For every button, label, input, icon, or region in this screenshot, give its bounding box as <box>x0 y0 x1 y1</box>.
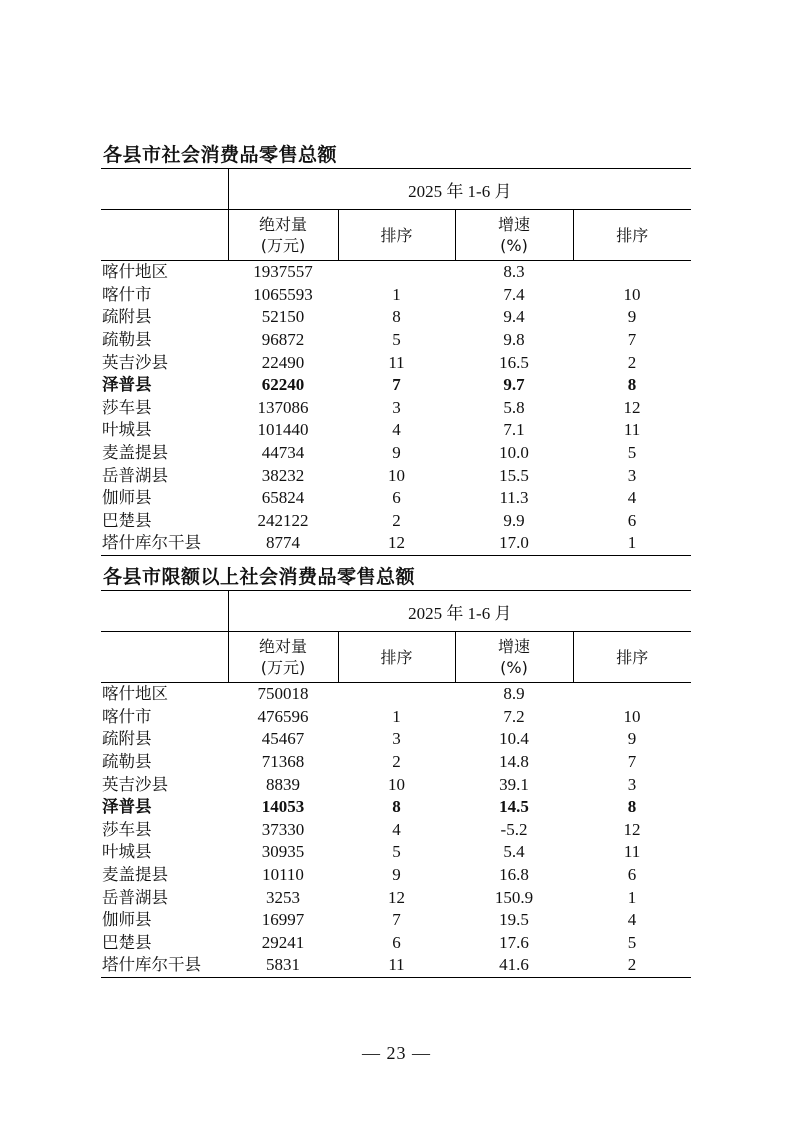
table-row <box>101 261 691 284</box>
table-row <box>101 464 691 487</box>
table-row <box>101 864 691 887</box>
growth-rate: 9.9 <box>503 510 525 530</box>
value-rank: 5 <box>392 842 401 862</box>
corner-cell <box>101 210 228 261</box>
county-name: 泽普县 <box>102 797 152 817</box>
table-row <box>101 932 691 955</box>
growth-rate: 16.5 <box>499 352 529 372</box>
table-row <box>101 886 691 909</box>
absolute-value: 30935 <box>261 842 305 862</box>
value-rank: 5 <box>392 330 401 350</box>
growth-rank: 1 <box>627 887 637 907</box>
growth-rate: 14.5 <box>499 797 529 817</box>
county-name: 泽普县 <box>102 375 152 395</box>
county-name: 岳普湖县 <box>102 887 168 907</box>
table-row <box>101 841 691 864</box>
table-row <box>101 532 691 555</box>
value-rank: 7 <box>392 375 401 395</box>
growth-rate: 7.2 <box>503 706 525 726</box>
value-rank: 4 <box>392 420 401 440</box>
growth-rate: 8.3 <box>503 262 525 282</box>
growth-rate: 41.6 <box>455 954 573 977</box>
period-header: 2025 年 1-6 月 <box>228 169 691 210</box>
table-row <box>101 397 691 420</box>
county-name: 喀什地区 <box>102 262 168 282</box>
growth-rate: 19.5 <box>499 910 529 930</box>
growth-rate: 17.6 <box>499 932 529 952</box>
growth-rate: 9.4 <box>503 307 525 327</box>
growth-rank: 4 <box>627 910 637 930</box>
corner-cell <box>101 632 228 683</box>
growth-rank: 3 <box>627 774 637 794</box>
table-row <box>101 442 691 465</box>
absolute-value: 71368 <box>261 752 305 772</box>
value-rank: 11 <box>338 954 455 977</box>
growth-rank: 5 <box>627 932 637 952</box>
absolute-value: 14053 <box>261 797 305 817</box>
growth-rank: 10 <box>623 706 641 726</box>
table-row <box>101 419 691 442</box>
absolute-value: 45467 <box>261 729 305 749</box>
absolute-value: 101440 <box>257 420 309 440</box>
table-row <box>101 796 691 819</box>
value-rank: 8 <box>392 307 401 327</box>
growth-rate: 5.8 <box>503 397 525 417</box>
rank-header: 排序 <box>338 210 455 261</box>
growth-rank: 7 <box>627 752 637 772</box>
value-rank: 7 <box>392 910 401 930</box>
value-rank: 1 <box>392 706 401 726</box>
county-name: 麦盖提县 <box>102 443 168 463</box>
value-rank: 9 <box>392 443 401 463</box>
county-name: 塔什库尔干县 <box>101 532 228 555</box>
county-name: 疏附县 <box>102 307 152 327</box>
growth-rank: 3 <box>627 465 637 485</box>
table-row <box>101 306 691 329</box>
growth-rank-header: 排序 <box>573 210 691 261</box>
absolute-value: 38232 <box>261 465 305 485</box>
corner-cell <box>101 169 228 210</box>
absolute-value: 750018 <box>257 684 309 704</box>
retail-sales-table <box>101 168 691 556</box>
absolute-header: 绝对量 (万元) <box>228 632 338 683</box>
county-name: 叶城县 <box>102 420 152 440</box>
value-rank: 9 <box>392 865 401 885</box>
corner-cell <box>101 591 228 632</box>
table-row <box>101 728 691 751</box>
absolute-value: 242122 <box>257 510 309 530</box>
page-number: — 23 — <box>362 1043 431 1063</box>
growth-rate: 17.0 <box>455 532 573 555</box>
growth-header: 增速 (%) <box>455 632 573 683</box>
table-row <box>101 706 691 729</box>
county-name: 疏附县 <box>102 729 152 749</box>
value-rank: 10 <box>388 774 405 794</box>
growth-rate: 9.7 <box>503 375 525 395</box>
growth-header: 增速 (%) <box>455 210 573 261</box>
growth-rank: 12 <box>623 397 641 417</box>
absolute-value: 44734 <box>261 443 305 463</box>
absolute-value: 5831 <box>228 954 338 977</box>
growth-rate: 10.4 <box>499 729 529 749</box>
growth-rank: 6 <box>627 510 637 530</box>
county-name: 疏勒县 <box>102 330 152 350</box>
table-row <box>101 510 691 533</box>
county-name: 伽师县 <box>102 910 152 930</box>
absolute-value: 3253 <box>266 887 300 907</box>
value-rank: 12 <box>388 887 405 907</box>
table-1-title: 各县市社会消费品零售总额 <box>103 144 338 166</box>
absolute-value: 476596 <box>257 706 309 726</box>
value-rank: 1 <box>392 284 401 304</box>
growth-rate: 39.1 <box>499 774 529 794</box>
growth-rank <box>573 261 691 284</box>
value-rank: 10 <box>388 465 405 485</box>
growth-rate: 11.3 <box>499 488 529 508</box>
growth-rank: 8 <box>627 797 637 817</box>
value-rank: 3 <box>392 397 401 417</box>
value-rank <box>338 683 455 706</box>
county-name: 莎车县 <box>102 819 152 839</box>
table-row <box>101 487 691 510</box>
above-quota-retail-sales-table <box>101 590 691 978</box>
growth-rate: 14.8 <box>499 752 529 772</box>
table-row <box>101 909 691 932</box>
growth-rank: 9 <box>627 307 637 327</box>
county-name: 英吉沙县 <box>102 774 168 794</box>
absolute-value: 37330 <box>261 819 305 839</box>
absolute-value: 62240 <box>261 375 305 395</box>
value-rank: 6 <box>392 488 401 508</box>
table-row <box>101 683 691 706</box>
table-row <box>101 751 691 774</box>
growth-rank: 4 <box>627 488 637 508</box>
value-rank: 8 <box>392 797 401 817</box>
value-rank: 3 <box>392 729 401 749</box>
county-name: 疏勒县 <box>102 752 152 772</box>
growth-rate: 7.1 <box>503 420 525 440</box>
growth-rank: 11 <box>623 842 641 862</box>
county-name: 塔什库尔干县 <box>101 954 228 977</box>
county-name: 岳普湖县 <box>102 465 168 485</box>
table-row <box>101 773 691 796</box>
absolute-value: 22490 <box>261 352 305 372</box>
value-rank <box>338 261 455 284</box>
table-row <box>101 819 691 842</box>
table-row <box>101 284 691 307</box>
table-row <box>101 351 691 374</box>
value-rank: 12 <box>338 532 455 555</box>
absolute-value: 52150 <box>261 307 305 327</box>
absolute-value: 8839 <box>266 774 300 794</box>
county-name: 莎车县 <box>102 397 152 417</box>
absolute-value: 16997 <box>261 910 305 930</box>
table-2-title: 各县市限额以上社会消费品零售总额 <box>103 566 416 588</box>
table-row <box>101 374 691 397</box>
growth-rate: 8.9 <box>503 684 525 704</box>
absolute-value: 96872 <box>261 330 305 350</box>
growth-rank: 1 <box>573 532 691 555</box>
growth-rate: 7.4 <box>503 284 525 304</box>
county-name: 喀什市 <box>102 284 152 304</box>
growth-rank: 2 <box>627 352 637 372</box>
county-name: 叶城县 <box>102 842 152 862</box>
growth-rank: 9 <box>627 729 637 749</box>
growth-rate: -5.2 <box>500 819 528 839</box>
absolute-value: 8774 <box>228 532 338 555</box>
growth-rank: 11 <box>623 420 641 440</box>
growth-rank: 6 <box>627 865 637 885</box>
value-rank: 2 <box>392 752 401 772</box>
absolute-value: 65824 <box>261 488 305 508</box>
growth-rank-header: 排序 <box>573 632 691 683</box>
growth-rank <box>573 683 691 706</box>
growth-rank: 12 <box>623 819 641 839</box>
value-rank: 4 <box>392 819 401 839</box>
value-rank: 2 <box>392 510 401 530</box>
absolute-value: 29241 <box>261 932 305 952</box>
growth-rate: 16.8 <box>499 865 529 885</box>
county-name: 巴楚县 <box>102 510 152 530</box>
growth-rank: 8 <box>627 375 637 395</box>
growth-rate: 9.8 <box>503 330 525 350</box>
growth-rate: 15.5 <box>499 465 529 485</box>
county-name: 喀什市 <box>102 706 152 726</box>
table-row <box>101 954 691 977</box>
county-name: 喀什地区 <box>102 684 168 704</box>
growth-rank: 7 <box>627 330 637 350</box>
absolute-header: 绝对量 (万元) <box>228 210 338 261</box>
growth-rate: 150.9 <box>494 887 534 907</box>
absolute-value: 1065593 <box>253 284 313 304</box>
county-name: 英吉沙县 <box>102 352 168 372</box>
county-name: 伽师县 <box>102 488 152 508</box>
period-header: 2025 年 1-6 月 <box>228 591 691 632</box>
absolute-value: 10110 <box>262 865 304 885</box>
county-name: 麦盖提县 <box>102 865 168 885</box>
value-rank: 11 <box>388 352 405 372</box>
absolute-value: 137086 <box>257 397 309 417</box>
value-rank: 6 <box>392 932 401 952</box>
absolute-value: 1937557 <box>253 262 313 282</box>
growth-rank: 5 <box>627 443 637 463</box>
county-name: 巴楚县 <box>102 932 152 952</box>
growth-rank: 10 <box>623 284 641 304</box>
growth-rate: 10.0 <box>499 443 529 463</box>
rank-header: 排序 <box>338 632 455 683</box>
growth-rank: 2 <box>573 954 691 977</box>
growth-rate: 5.4 <box>503 842 525 862</box>
table-row <box>101 329 691 352</box>
